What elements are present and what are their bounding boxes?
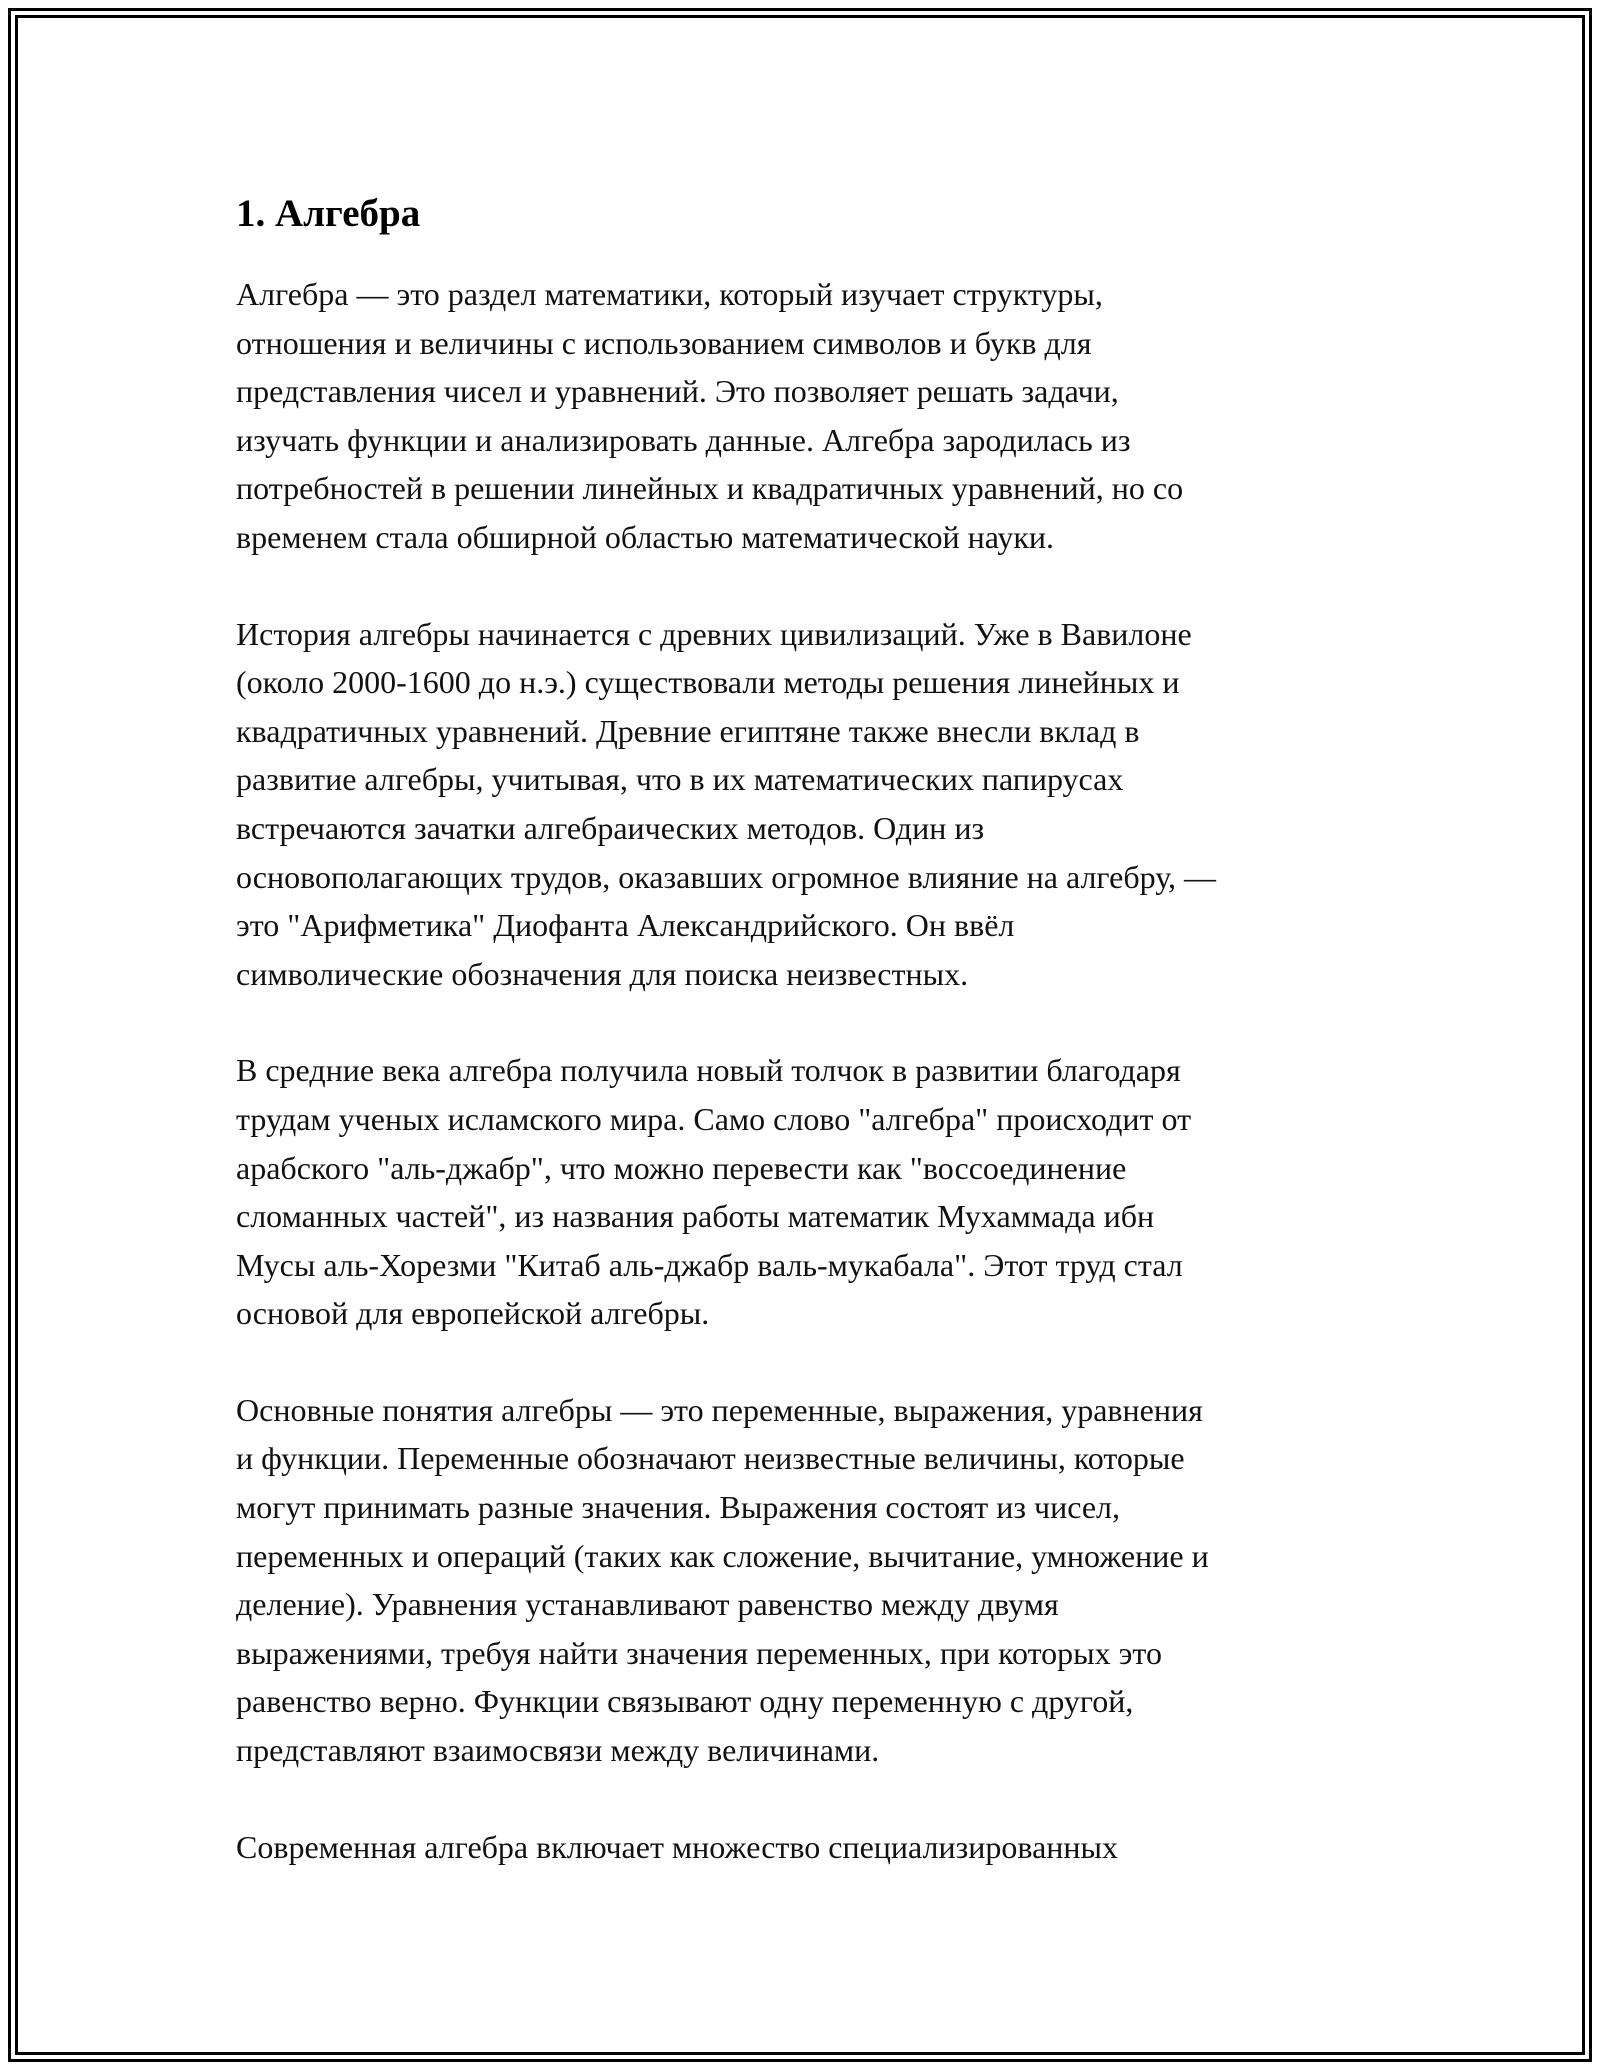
paragraph-list bbox=[236, 270, 1376, 1871]
paragraph-line: выражениями, требуя найти значения переменных, при которых это bbox=[236, 1634, 1162, 1671]
paragraph-5 bbox=[236, 1823, 1376, 1872]
paragraph-3 bbox=[236, 1046, 1376, 1338]
paragraph-line: переменных и операций (таких как сложение, вычитание, умножение и bbox=[236, 1537, 1209, 1574]
paragraph-line: равенство верно. Функции связывают одну переменную с другой, bbox=[236, 1683, 1134, 1720]
paragraph-1 bbox=[236, 270, 1376, 562]
paragraph-line: (около 2000-1600 до н.э.) существовали методы решения линейных и bbox=[236, 664, 1180, 701]
paragraph-line: и функции. Переменные обозначают неизвестные величины, которые bbox=[236, 1440, 1185, 1477]
paragraph-line: арабского "аль-джабр", что можно перевести как "воссоединение bbox=[236, 1149, 1127, 1186]
paragraph-4 bbox=[236, 1386, 1376, 1775]
paragraph-line: Современная алгебра включает множество специализированных bbox=[236, 1828, 1119, 1865]
paragraph-line: Алгебра — это раздел математики, который изучает структуры, bbox=[236, 276, 1103, 312]
paragraph-2 bbox=[236, 610, 1376, 999]
section-title: 1. Алгебра bbox=[236, 192, 421, 235]
paragraph-line: временем стала обширной областью математической науки. bbox=[236, 518, 1055, 555]
paragraph-line: сломанных частей", из названия работы математик Мухаммада ибн bbox=[236, 1198, 1155, 1235]
paragraph-line: развитие алгебры, учитывая, что в их математических папирусах bbox=[236, 761, 1124, 798]
paragraph-line: потребностей в решении линейных и квадратичных уравнений, но со bbox=[236, 470, 1184, 507]
paragraph-line: представляют взаимосвязи между величинами. bbox=[236, 1732, 880, 1769]
paragraph-line: представления чисел и уравнений. Это позволяет решать задачи, bbox=[236, 373, 1119, 410]
paragraph-line: квадратичных уравнений. Древние египтяне также внесли вклад в bbox=[236, 712, 1140, 749]
paragraph-line: это "Арифметика" Диофанта Александрийского. Он ввёл bbox=[236, 907, 1015, 944]
paragraph-line: могут принимать разные значения. Выражения состоят из чисел, bbox=[236, 1489, 1120, 1526]
paragraph-line: трудам ученых исламского мира. Само слово "алгебра" происходит от bbox=[236, 1100, 1192, 1137]
paragraph-line: символические обозначения для поиска неизвестных. bbox=[236, 955, 969, 992]
paragraph-line: изучать функции и анализировать данные. Алгебра зародилась из bbox=[236, 421, 1131, 458]
paragraph-line: Основные понятия алгебры — это переменные, выражения, уравнения bbox=[236, 1391, 1203, 1428]
paragraph-line: встречаются зачатки алгебраических методов. Один из bbox=[236, 809, 985, 846]
document-body bbox=[236, 180, 1376, 1919]
paragraph-line: основой для европейской алгебры. bbox=[236, 1295, 710, 1332]
paragraph-line: основополагающих трудов, оказавших огромное влияние на алгебру, — bbox=[236, 858, 1216, 895]
paragraph-line: деление). Уравнения устанавливают равенство между двумя bbox=[236, 1586, 1059, 1623]
paragraph-line: Мусы аль-Хорезми "Китаб аль-джабр валь-мукабала". Этот труд стал bbox=[236, 1246, 1183, 1283]
paragraph-line: История алгебры начинается с древних цивилизаций. Уже в Вавилоне bbox=[236, 615, 1192, 652]
paragraph-line: отношения и величины с использованием символов и букв для bbox=[236, 324, 1092, 361]
paragraph-line: В средние века алгебра получила новый толчок в развитии благодаря bbox=[236, 1052, 1181, 1089]
